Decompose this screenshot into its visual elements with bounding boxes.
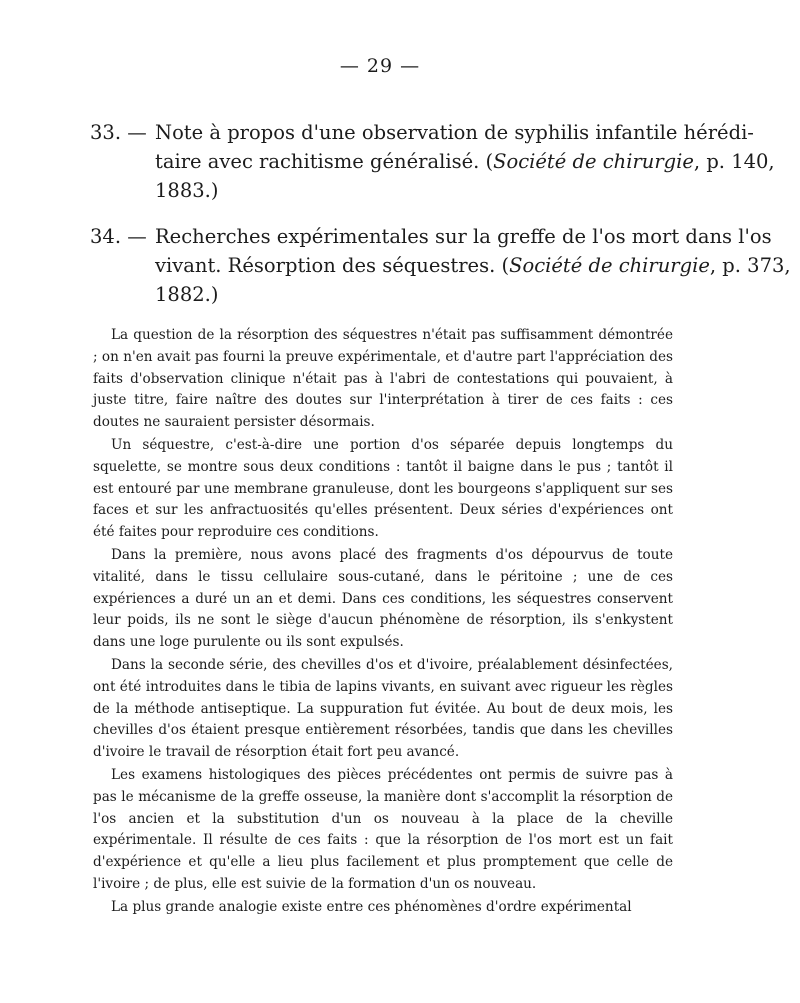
abstract-paragraph: Un séquestre, c'est-à-dire une portion d'os séparée depuis longtemps du squelette, se montre sous deux conditions : tantôt il baigne dans le pus ; tantôt il est entouré par une membrane granuleuse, dont les bourgeons s'appliquent sur ses faces et sur les anfractuosités qu'elles présentent. Deux séries d'expériences ont été faites pour reproduire ces conditions.: [93, 436, 673, 541]
abstract-paragraph: La question de la résorption des séquestres n'était pas suffisamment démontrée ; on n'en avait pas fourni la preuve expérimentale, et d'autre part l'appréciation des faits d'observation clinique n'était pas à l'abri de contestations qui pouvaient, à juste titre, faire naître des doutes sur l'interprétation à tirer de ces faits : ces doutes ne sauraient persister désormais.: [93, 327, 673, 431]
page-number: — 29 —: [339, 55, 421, 77]
entry-line: Note à propos d'une observation de syphilis infantile hérédi-: [155, 121, 754, 144]
bibliography-entry-34: [90, 222, 791, 309]
bibliography-entry-33: [90, 118, 775, 205]
entry-line: vivant. Résorption des séquestres. (Société de chirurgie, p. 373,: [155, 254, 791, 277]
entry-line: taire avec rachitisme généralisé. (Société de chirurgie, p. 140,: [155, 150, 775, 173]
entry-number: 34. —: [90, 225, 147, 248]
entry-line: 1883.): [155, 179, 219, 202]
entry-number: 33. —: [90, 121, 147, 144]
abstract-paragraph: Dans la première, nous avons placé des fragments d'os dépourvus de toute vitalité, dans le tissu cellulaire sous-cutané, dans le péritoine ; une de ces expériences a duré un an et demi. Dans ces conditions, les séquestres conservent leur poids, ils ne sont le siège d'aucun phénomène de résorption, ils s'enkystent dans une loge purulente ou ils sont expulsés.: [93, 546, 673, 651]
abstract-paragraph: Dans la seconde série, des chevilles d'os et d'ivoire, préalablement désinfectées, ont été introduites dans le tibia de lapins vivants, en suivant avec rigueur les règles de la méthode antiseptique. La suppuration fut évitée. Au bout de deux mois, les chevilles d'os étaient presque entièrement résorbées, tandis que dans les chevilles d'ivoire le travail de résorption était fort peu avancé.: [93, 656, 673, 761]
abstract-paragraph: Les examens histologiques des pièces précédentes ont permis de suivre pas à pas le mécanisme de la greffe osseuse, la manière dont s'accomplit la résorption de l'os ancien et la substitution d'un os nouveau à la place de la cheville expérimentale. Il résulte de ces faits : que la résorption de l'os mort est un fait d'expérience et qu'elle a lieu plus facilement et plus promptement que celle de l'ivoire ; de plus, elle est suivie de la formation d'un os nouveau.: [93, 766, 673, 892]
entry-line: Recherches expérimentales sur la greffe de l'os mort dans l'os: [155, 225, 772, 248]
entry-text: [93, 222, 791, 309]
entry-text: [93, 118, 775, 205]
entry-line: 1882.): [155, 283, 219, 306]
entry-abstract: [93, 325, 673, 919]
abstract-paragraph: La plus grande analogie existe entre ces phénomènes d'ordre expérimental: [111, 898, 632, 915]
journal-title: Société de chirurgie: [493, 150, 694, 173]
journal-title: Société de chirurgie: [509, 254, 710, 277]
